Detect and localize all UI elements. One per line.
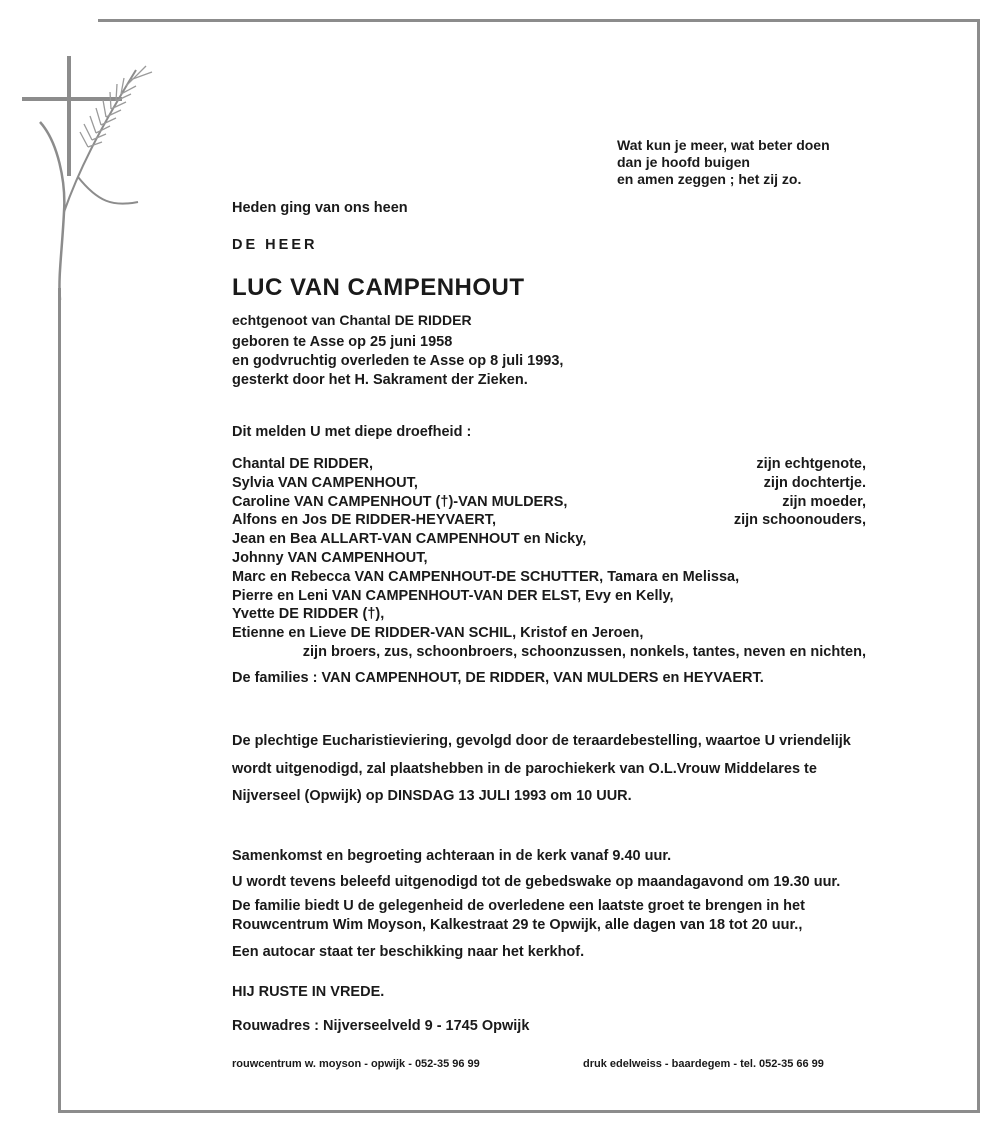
poem-quote (617, 137, 830, 188)
mass-date: DINSDAG 13 JULI 1993 om 10 UUR. (387, 788, 632, 804)
poem-line: Wat kun je meer, wat beter doen (617, 137, 830, 153)
footer-right: druk edelweiss - baardegem - tel. 052-35 66 99 (583, 1058, 824, 1070)
deceased-name: LUC VAN CAMPENHOUT (232, 274, 525, 301)
family-row (232, 511, 866, 530)
family-names: Chantal DE RIDDER, (232, 456, 373, 472)
mass-line-3 (232, 787, 632, 805)
family-names: Sylvia VAN CAMPENHOUT, (232, 474, 418, 491)
address-text: Rouwadres : Nijverseelveld 9 - 1745 Opwijk (232, 1018, 530, 1034)
family-relation: zijn echtgenote, (756, 456, 866, 472)
family-row (232, 587, 866, 606)
mass-location: Nijverseel (Opwijk) op (232, 788, 388, 804)
family-relation: zijn dochtertje. (763, 474, 866, 491)
families-line: De families : VAN CAMPENHOUT, DE RIDDER, VAN MULDERS en HEYVAERT. (232, 670, 764, 686)
mass-line-1: De plechtige Eucharistieviering, gevolgd door de teraardebestelling, waartoe U vriendelijk (232, 733, 851, 749)
family-row (232, 474, 866, 493)
family-relation: zijn moeder, (782, 493, 866, 510)
sacrament-line: gesterkt door het H. Sakrament der Zieken. (232, 371, 528, 388)
family-row (232, 605, 866, 624)
spouse-line: echtgenoot van Chantal DE RIDDER (232, 312, 472, 328)
family-relation: zijn schoonouders, (733, 512, 866, 529)
frame-border-top (98, 19, 980, 22)
farewell-text-2: Rouwcentrum Wim Moyson, Kalkestraat 29 te Opwijk, alle dagen van 18 tot 20 uur., (232, 917, 803, 933)
birth-death-block (232, 333, 872, 389)
family-list (232, 455, 866, 662)
poem-line: dan je hoofd buigen (617, 154, 750, 170)
family-row (232, 493, 866, 512)
mass-line-2: wordt uitgenodigd, zal plaatshebben in de parochiekerk van O.L.Vrouw Middelares te (232, 761, 817, 777)
frame-border-right (977, 19, 980, 1113)
farewell-text-1: De familie biedt U de gelegenheid de overledene een laatste groet te brengen in het (232, 898, 805, 914)
announcement-text: Dit melden U met diepe droefheid : (232, 424, 472, 440)
family-names: Alfons en Jos DE RIDDER-HEYVAERT, (232, 512, 496, 529)
intro-text: Heden ging van ons heen (232, 200, 408, 216)
family-names: Caroline VAN CAMPENHOUT (†)-VAN MULDERS, (232, 493, 568, 510)
wake-text: U wordt tevens beleefd uitgenodigd tot de gebedswake op maandagavond om 19.30 uur. (232, 874, 841, 890)
bus-text: Een autocar staat ter beschikking naar het kerkhof. (232, 944, 585, 960)
title-prefix: DE HEER (232, 237, 318, 253)
siblings-relation: zijn broers, zus, schoonbroers, schoonzussen, nonkels, tantes, neven en nichten, (302, 643, 866, 660)
family-names: Johnny VAN CAMPENHOUT, (232, 549, 428, 566)
footer-left: rouwcentrum w. moyson - opwijk - 052-35 96 99 (232, 1058, 480, 1070)
frame-border-left (58, 288, 61, 1113)
rip-text: HIJ RUSTE IN VREDE. (232, 984, 385, 1000)
family-names: Marc en Rebecca VAN CAMPENHOUT-DE SCHUTTER, Tamara en Melissa, (232, 568, 740, 585)
gathering-text: Samenkomst en begroeting achteraan in de kerk vanaf 9.40 uur. (232, 848, 672, 864)
poem-line: en amen zeggen ; het zij zo. (617, 171, 802, 187)
family-row (232, 455, 866, 474)
family-names: Pierre en Leni VAN CAMPENHOUT-VAN DER ELST, Evy en Kelly, (232, 587, 674, 604)
family-row (232, 530, 866, 549)
family-row (232, 568, 866, 587)
cross-with-wheat-icon (18, 52, 168, 302)
frame-border-bottom (58, 1110, 980, 1113)
family-names: Jean en Bea ALLART-VAN CAMPENHOUT en Nicky, (232, 531, 587, 548)
family-names: Yvette DE RIDDER (†), (232, 606, 385, 623)
birth-line: geboren te Asse op 25 juni 1958 (232, 334, 453, 350)
family-names: Etienne en Lieve DE RIDDER-VAN SCHIL, Kristof en Jeroen, (232, 625, 644, 642)
death-line: en godvruchtig overleden te Asse op 8 juli 1993, (232, 352, 564, 369)
family-row (232, 549, 866, 568)
family-row (232, 624, 866, 643)
